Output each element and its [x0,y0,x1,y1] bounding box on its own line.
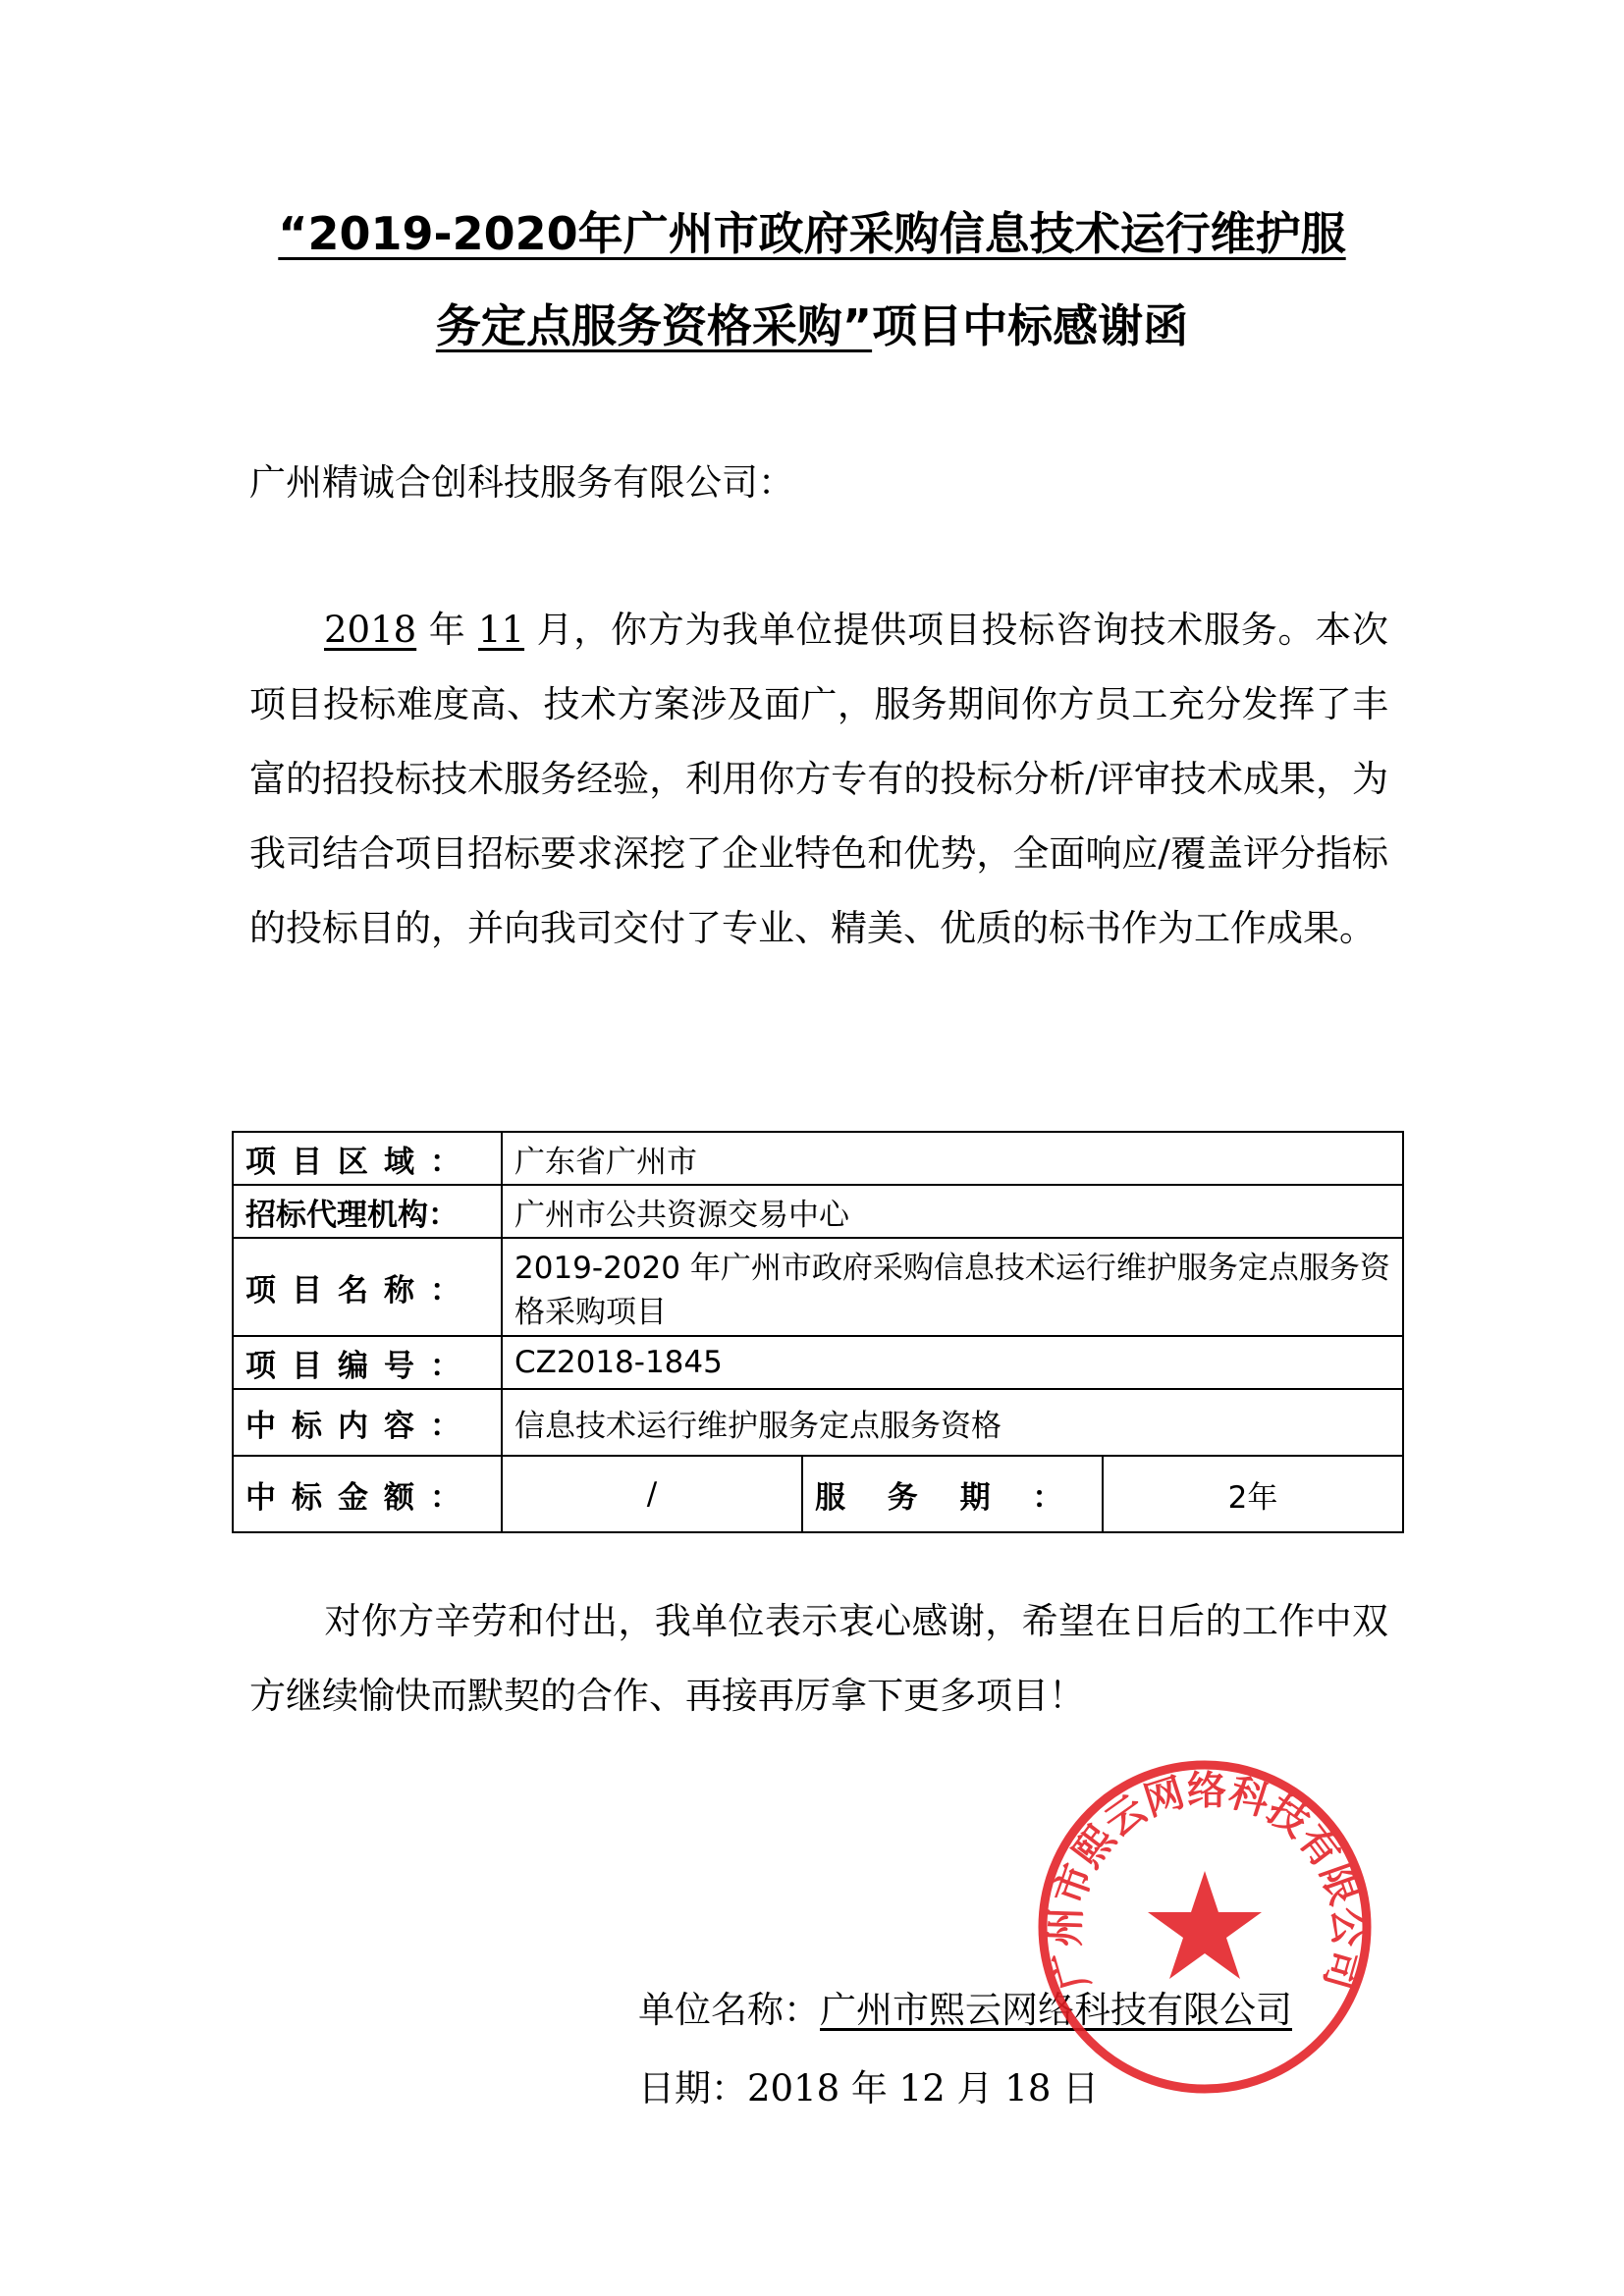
area-value: 广东省广州市 [502,1132,1403,1185]
table-row [233,1456,1403,1532]
period-label: 服 务 期 ： [802,1456,1103,1532]
content-value: 信息技术运行维护服务定点服务资格 [502,1389,1403,1456]
salutation: 广州精诚合创科技服务有限公司： [249,461,794,504]
seal-text: 广州市熙云网络科技有限公司 [1043,1768,1371,1996]
number-value: CZ2018-1845 [502,1336,1403,1389]
year-value: 2018 [324,609,417,651]
company-seal-stamp [1033,1755,1377,2099]
year-suffix: 年 [428,609,466,651]
agency-value: 广州市公共资源交易中心 [502,1185,1403,1238]
letter-title-line-2 [245,281,1379,371]
month-value: 11 [477,609,525,651]
title-text-2-rest: 项目中标感谢函 [872,299,1189,352]
amount-label: 中标金额： [233,1456,502,1532]
number-label: 项目编号： [233,1336,502,1389]
table-row [233,1389,1403,1456]
title-text-2-underlined: 务定点服务资格采购” [435,299,873,352]
paragraph-2-text: 对你方辛劳和付出，我单位表示衷心感谢，希望在日后的工作中双方继续愉快而默契的合作、再接再厉拿下更多项目！ [249,1600,1388,1717]
amount-value: / [502,1456,802,1532]
paragraph-1 [249,593,1388,966]
paragraph-2 [249,1584,1388,1734]
agency-label: 招标代理机构： [233,1185,502,1238]
name-value: 2019-2020 年广州市政府采购信息技术运行维护服务定点服务资格采购项目 [502,1238,1403,1336]
date-label: 日期： [638,2067,747,2109]
date-value: 2018 年 12 月 18 日 [747,2067,1100,2109]
table-row [233,1185,1403,1238]
signature-date [638,2059,1099,2118]
letter-title-line-1 [245,188,1379,279]
name-label: 项目名称： [233,1238,502,1336]
paragraph-1-text: 月，你方为我单位提供项目投标咨询技术服务。本次项目投标难度高、技术方案涉及面广，服务期间你方员工充分发挥了丰富的招投标技术服务经验，利用你方专有的投标分析/评审技术成果，为我司结合项目招标要求深挖了企业特色和优势，全面响应/覆盖评分指标的投标目的，并向我司交付了专业、精美、优质的标书作为工作成果。 [249,609,1389,949]
table-row [233,1336,1403,1389]
table-row [233,1132,1403,1185]
project-info-table [232,1131,1404,1533]
content-label: 中标内容： [233,1389,502,1456]
unit-label: 单位名称： [638,1989,820,2031]
area-label: 项目区域： [233,1132,502,1185]
unit-name: 广州市熙云网络科技有限公司 [820,1989,1292,2031]
seal-star-icon [1148,1871,1262,1979]
title-text-1: “2019-2020年广州市政府采购信息技术运行维护服 [278,207,1346,260]
table-row [233,1238,1403,1336]
period-value: 2年 [1103,1456,1403,1532]
